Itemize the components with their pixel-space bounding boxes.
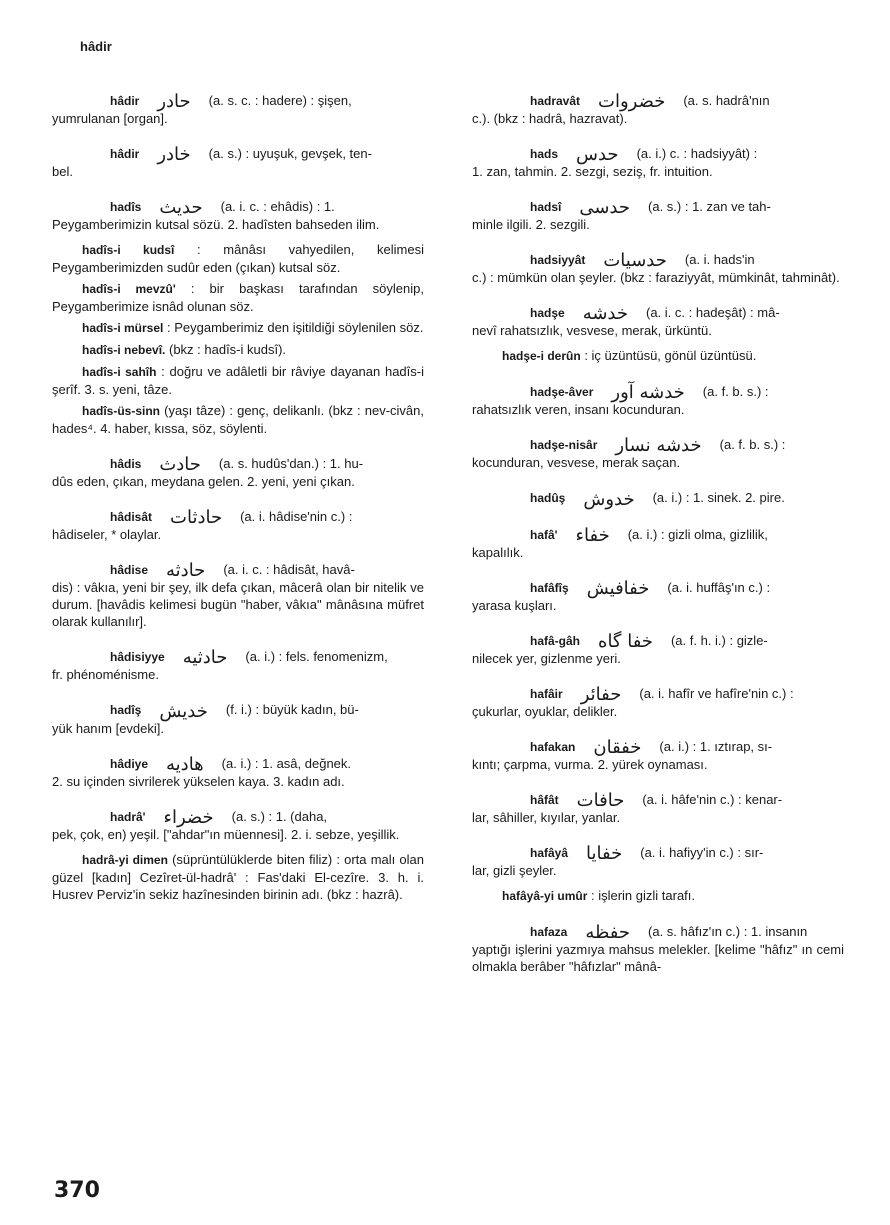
definition: : doğru ve adâletli bir râviye dayanan hadîs-i şerîf. 3. s. yeni, tâze. — [52, 364, 424, 398]
headword: hâdir — [110, 147, 140, 162]
definition-continued: çukurlar, oyuklar, delikler. — [472, 703, 618, 719]
definition: (yaşı tâze) : genç, delikanlı. (bkz : nev-civân, hades⁴. 4. haber, kıssa, söz, söylenti. — [52, 403, 424, 437]
definition-continued: minle ilgili. 2. sezgili. — [472, 217, 590, 233]
sub-entry — [52, 402, 424, 437]
definition-first-line: (a. i. huffâş'ın c.) : — [667, 579, 771, 595]
definition-continued: Peygamberimizin kutsal sözü. 2. hadîsten bahseden ilim. — [52, 217, 380, 233]
dictionary-entry — [472, 92, 844, 127]
arabic-script: خفايا — [586, 842, 623, 864]
dictionary-entry — [52, 648, 424, 683]
dictionary-entry — [52, 92, 424, 127]
definition: (bkz : hadîs-i kudsî). — [168, 342, 287, 358]
definition-first-line: (a. i.) : 1. ıztırap, sı- — [659, 738, 773, 754]
definition-first-line: (a. i. c. : ehâdis) : 1. — [220, 199, 335, 215]
headword: hadrâ' — [110, 809, 146, 824]
dictionary-entry — [472, 685, 844, 720]
headword: hadîs-i kudsî — [82, 243, 175, 258]
arabic-script: خفا گاه — [598, 630, 653, 652]
definition-continued: rahatsızlık veren, insanı kocunduran. — [472, 402, 685, 418]
arabic-script: حادثات — [170, 507, 223, 529]
sub-entry — [52, 341, 424, 359]
headword: hâfât — [530, 792, 559, 807]
definition-continued: lar, gizli şeyler. — [472, 862, 557, 878]
definition-continued: c.) : mümkün olan şeyler. (bkz : faraziyyât, mümkinât, tahminât). — [472, 270, 840, 286]
headword: hadîs — [110, 200, 142, 215]
arabic-script: حادثيه — [182, 647, 228, 669]
arabic-script: خديش — [159, 700, 208, 722]
definition-continued: dis) : vâkıa, yeni bir şey, ilk defa çıkan, mâcerâ olan bir nitelik ve durum. [havâdis kelimesi bugün "haber, vâkıa" mânâsına müfret olarak kullanılır]. — [52, 580, 424, 630]
definition-continued: yarasa kuşları. — [472, 597, 557, 613]
arabic-script: حافات — [576, 789, 625, 811]
definition-first-line: (a. i. hafiyy'in c.) : sır- — [640, 844, 764, 860]
dictionary-entry — [472, 923, 844, 975]
dictionary-entry — [52, 755, 424, 790]
definition-first-line: (a. i. c. : hâdisât, havâ- — [223, 562, 355, 578]
headword: hadîs-i sahîh — [82, 365, 157, 380]
headword: hâdis — [110, 457, 142, 472]
definition-continued: kapalılık. — [472, 544, 524, 560]
headword: hâdisiyye — [110, 650, 165, 665]
definition-first-line: (a. s.) : uyuşuk, gevşek, ten- — [208, 146, 372, 162]
arabic-script: خضروات — [598, 91, 666, 113]
page-number: 370 — [54, 1178, 100, 1203]
arabic-script: حفظه — [585, 922, 631, 943]
arabic-script: خدوش — [583, 488, 635, 510]
definition-first-line: (a. s.) : 1. (daha, — [231, 808, 328, 824]
dictionary-entry — [472, 383, 844, 418]
dictionary-entry — [472, 844, 844, 879]
arabic-script: حادر — [157, 91, 191, 113]
sub-entry — [52, 319, 424, 337]
definition-first-line: (a. f. b. s.) : — [719, 437, 786, 453]
headword: hadsiyyât — [530, 253, 586, 268]
dictionary-entry — [52, 701, 424, 736]
definition-continued: yaptığı işlerini yazmıya mahsus melekler. [kelime "hâfız" ın cemi olmakla berâber "hâfızlar" mânâ- — [472, 942, 844, 974]
arabic-script: خادر — [157, 144, 191, 166]
definition-first-line: (a. i.) : 1. sinek. 2. pire. — [652, 490, 785, 506]
arabic-script: حفائر — [580, 683, 622, 705]
headword: hadşe-i derûn — [502, 349, 581, 364]
arabic-script: هاديه — [166, 753, 204, 775]
arabic-script: خدشه نسار — [615, 435, 702, 457]
sub-entry — [52, 851, 424, 903]
definition-continued: 1. zan, tahmin. 2. sezgi, seziş, fr. intuition. — [472, 164, 713, 180]
definition-first-line: (a. s. hudûs'dan.) : 1. hu- — [218, 456, 364, 472]
headword: hafâir — [530, 686, 563, 701]
arabic-script: حادث — [159, 454, 201, 476]
dictionary-entry — [472, 579, 844, 614]
headword: hadşe — [530, 306, 565, 321]
sub-entry — [52, 241, 424, 276]
dictionary-entry — [472, 304, 844, 339]
headword: hadşe-âver — [530, 385, 594, 400]
dictionary-entry — [52, 145, 424, 180]
arabic-script: خفاء — [575, 524, 610, 546]
headword: hadîs-i mevzû' — [82, 282, 176, 297]
definition-continued: yumrulanan [organ]. — [52, 111, 168, 127]
definition-first-line: (a. i.) : 1. asâ, değnek. — [221, 755, 352, 771]
arabic-script: حدسيات — [603, 250, 667, 272]
headword: hafâ-gâh — [530, 633, 581, 648]
definition-first-line: (a. i. hâdise'nin c.) : — [240, 509, 353, 525]
definition: : işlerin gizli tarafı. — [590, 887, 696, 903]
definition-first-line: (a. f. b. s.) : — [702, 384, 769, 400]
definition-continued: dûs eden, çıkan, meydana gelen. 2. yeni, yeni çıkan. — [52, 474, 355, 490]
definition-first-line: (a. i.) c. : hadsiyyât) : — [636, 146, 758, 162]
headword: hads — [530, 147, 559, 162]
definition-first-line: (a. i. hâfe'nin c.) : kenar- — [642, 791, 783, 807]
sub-entry — [472, 347, 844, 365]
arabic-script: خفقان — [593, 736, 642, 758]
headword: hâdise — [110, 563, 149, 578]
headword: hafâ' — [530, 527, 558, 542]
headword: hadşe-nisâr — [530, 438, 598, 453]
definition-first-line: (a. i.) : gizli olma, gizlilik, — [627, 526, 768, 542]
running-head: hâdir — [80, 39, 112, 54]
sub-entry — [472, 887, 844, 905]
dictionary-entry — [52, 561, 424, 630]
definition-continued: fr. phénoménisme. — [52, 667, 159, 683]
arabic-script: حدسى — [579, 197, 631, 219]
right-column — [472, 92, 844, 983]
headword: hadîs-i mürsel — [82, 321, 164, 336]
arabic-script: حادثه — [166, 560, 206, 582]
definition-first-line: (a. s. hâfız'ın c.) : 1. insanın — [648, 923, 808, 939]
dictionary-entry — [52, 198, 424, 233]
definition-first-line: (f. i.) : büyük kadın, bü- — [225, 702, 359, 718]
definition-first-line: (a. i. hafîr ve hafîre'nin c.) : — [639, 685, 794, 701]
dictionary-entry — [472, 526, 844, 561]
definition-first-line: (a. s.) : 1. zan ve tah- — [648, 199, 771, 215]
headword: hafâyâ-yi umûr — [502, 888, 588, 903]
definition-continued: hâdiseler, * olaylar. — [52, 527, 162, 543]
definition: : mânâsı vahyedilen, kelimesi Peygamberimizden sudûr eden (çıkan) kutsal söz. — [52, 242, 424, 276]
headword: hadîs-üs-sinn — [82, 404, 161, 419]
dictionary-entry — [52, 455, 424, 490]
headword: hadûş — [530, 491, 566, 506]
headword: hafâyâ — [530, 845, 569, 860]
sub-entry — [52, 280, 424, 315]
definition: : bir başkası tarafından söylenip, Peygamberimize isnâd olunan söz. — [52, 281, 424, 315]
dictionary-entry — [472, 198, 844, 233]
definition-continued: 2. su içinden sivrilerek yükselen kaya. 3. kadın adı. — [52, 773, 345, 789]
dictionary-entry — [472, 436, 844, 471]
definition: : Peygamberimiz den işitildiği söylenilen söz. — [166, 320, 424, 336]
arabic-script: حدس — [576, 144, 619, 166]
sub-entry — [52, 363, 424, 398]
headword: hâdiye — [110, 756, 149, 771]
dictionary-entry — [472, 791, 844, 826]
left-column — [52, 92, 424, 907]
definition-continued: nilecek yer, gizlenme yeri. — [472, 650, 621, 666]
headword: hadîs-i nebevî. — [82, 343, 166, 358]
arabic-script: خفافيش — [586, 577, 650, 599]
arabic-script: خضراء — [163, 806, 214, 828]
headword: hafaza — [530, 924, 568, 939]
definition-continued: bel. — [52, 164, 73, 180]
headword: hâdisât — [110, 510, 153, 525]
dictionary-entry — [472, 738, 844, 773]
definition-continued: kocunduran, vesvese, merak saçan. — [472, 455, 681, 471]
definition-first-line: (a. s. hadrâ'nın — [683, 93, 770, 108]
definition-first-line: (a. i. c. : hadeşât) : mâ- — [646, 305, 780, 321]
headword: hafâfîş — [530, 580, 569, 595]
dictionary-entry — [472, 488, 844, 510]
headword: hadravât — [530, 94, 581, 108]
arabic-script: حديث — [159, 197, 203, 219]
definition-first-line: (a. s. c. : hadere) : şişen, — [208, 93, 352, 108]
definition-continued: kıntı; çarpma, vurma. 2. yürek oynaması. — [472, 756, 708, 772]
headword: hafakan — [530, 739, 576, 754]
headword: hadîş — [110, 703, 142, 718]
headword: hadrâ-yi dimen — [82, 852, 168, 867]
arabic-script: خدشه — [582, 303, 628, 325]
dictionary-entry — [472, 632, 844, 667]
arabic-script: خدشه آور — [611, 382, 685, 404]
dictionary-entry — [472, 251, 844, 286]
definition-continued: pek, çok, en) yeşil. ["ahdar"ın müennesi]. 2. i. sebze, yeşillik. — [52, 826, 400, 842]
dictionary-entry — [52, 808, 424, 843]
definition-continued: yük hanım [evdeki]. — [52, 720, 164, 736]
definition-first-line: (a. f. h. i.) : gizle- — [670, 632, 768, 648]
definition-first-line: (a. i. hads'in — [684, 252, 755, 268]
headword: hadsî — [530, 200, 562, 215]
dictionary-entry — [52, 508, 424, 543]
definition-continued: nevî rahatsızlık, vesvese, merak, ürküntü. — [472, 323, 712, 339]
definition: (süprüntülüklerde biten filiz) : orta malı olan güzel [kadın] Cezîret-ül-hadrâ' : Fas'daki El-cezîre. 3. h. i. Husrev Perviz'in sekiz hazînesinden birinin adı. (bkz : hazrâ). — [52, 851, 424, 902]
definition-continued: lar, sâhiller, kıyılar, yanlar. — [472, 809, 621, 825]
headword: hâdir — [110, 94, 140, 108]
definition-continued: c.). (bkz : hadrâ, hazravat). — [472, 111, 628, 127]
definition: : iç üzüntüsü, gönül üzüntüsü. — [584, 348, 757, 364]
dictionary-entry — [472, 145, 844, 180]
definition-first-line: (a. i.) : fels. fenomenizm, — [245, 649, 388, 665]
